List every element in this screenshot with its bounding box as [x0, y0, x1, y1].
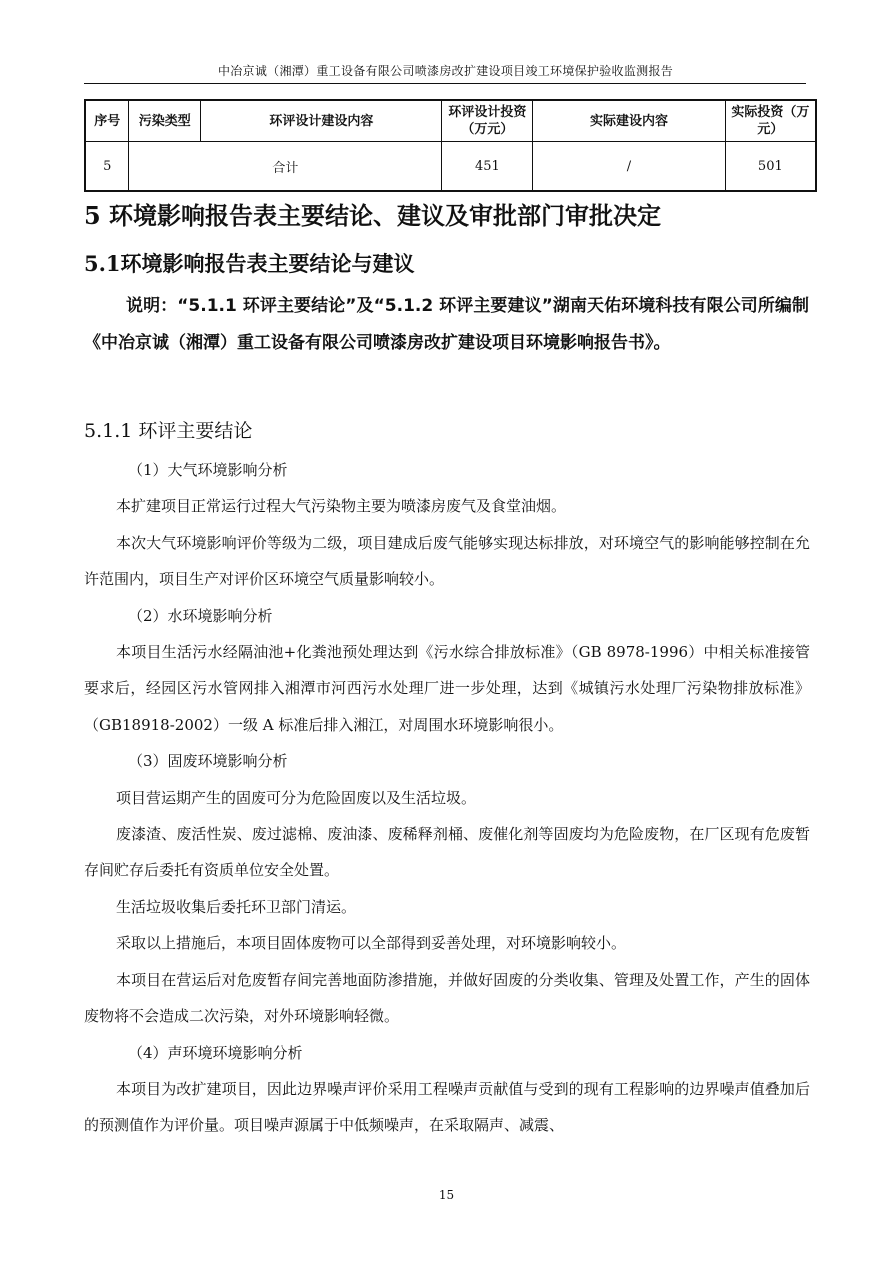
investment-table	[84, 99, 817, 192]
cell-no: 5	[85, 142, 129, 192]
col-header-actual-invest: 实际投资（万元）	[725, 100, 816, 142]
col-header-actual-content: 实际建设内容	[533, 100, 725, 142]
cell-actual-invest: 501	[725, 142, 816, 192]
source-note: 说明：“5.1.1 环评主要结论”及“5.1.2 环评主要建议”湖南天佑环境科技有限公司所编制《中冶京诚（湘潭）重工设备有限公司喷漆房改扩建设项目环境影响报告书》。	[84, 296, 809, 353]
cell-design-invest: 451	[442, 142, 533, 192]
analysis-subheading: （1）大气环境影响分析	[128, 461, 288, 479]
paragraph: 本项目生活污水经隔油池+化粪池预处理达到《污水综合排放标准》（GB 8978-1996）中相关标准接管要求后，经园区污水管网排入湘潭市河西污水处理厂进一步处理，达到《城镇污水处理厂污染物排放标准》（GB18918-2002）一级 A 标准后排入湘江，对周围水环境影响很小。	[84, 643, 810, 734]
analysis-subheading: （2）水环境影响分析	[128, 606, 273, 625]
table-row	[85, 142, 816, 192]
paragraph: 本扩建项目正常运行过程大气污染物主要为喷漆房废气及食堂油烟。	[116, 497, 567, 516]
paragraph: 本项目为改扩建项目，因此边界噪声评价采用工程噪声贡献值与受到的现有工程影响的边界噪声值叠加后的预测值作为评价量。项目噪声源属于中低频噪声，在采取隔声、减震、	[84, 1079, 810, 1135]
paragraph: 本次大气环境影响评价等级为二级，项目建成后废气能够实现达标排放，对环境空气的影响能够控制在允许范围内，项目生产对评价区环境空气质量影响较小。	[84, 533, 810, 589]
col-header-design-invest: 环评设计投资（万元）	[442, 100, 533, 142]
table-header-row	[85, 100, 816, 142]
subsection-heading: 5.1环境影响报告表主要结论与建议	[84, 251, 415, 276]
paragraph: 生活垃圾收集后委托环卫部门清运。	[116, 897, 357, 916]
paragraph: 废漆渣、废活性炭、废过滤棉、废油漆、废稀释剂桶、废催化剂等固废均为危险废物，在厂区现有危废暂存间贮存后委托有资质单位安全处置。	[84, 825, 810, 880]
paragraph: 采取以上措施后，本项目固体废物可以全部得到妥善处理，对环境影响较小。	[116, 934, 627, 953]
body-text	[84, 452, 810, 1144]
header-rule	[84, 83, 806, 84]
page-number: 15	[438, 1188, 455, 1202]
cell-total-label: 合计	[129, 142, 442, 192]
paragraph: 项目营运期产生的固废可分为危险固废以及生活垃圾。	[116, 788, 477, 807]
cell-actual-content: /	[533, 142, 725, 192]
page-header: 中冶京诚（湘潭）重工设备有限公司喷漆房改扩建设项目竣工环境保护验收监测报告	[217, 64, 674, 78]
col-header-design-content: 环评设计建设内容	[201, 100, 442, 142]
paragraph: 本项目在营运后对危废暂存间完善地面防渗措施，并做好固废的分类收集、管理及处置工作，产生的固体废物将不会造成二次污染，对外环境影响轻微。	[84, 970, 810, 1026]
subsubsection-heading: 5.1.1 环评主要结论	[84, 420, 253, 442]
col-header-no: 序号	[85, 100, 129, 142]
col-header-pollution-type: 污染类型	[129, 100, 201, 142]
analysis-subheading: （3）固废环境影响分析	[128, 752, 288, 771]
section-heading: 5 环境影响报告表主要结论、建议及审批部门审批决定	[84, 201, 662, 230]
analysis-subheading: （4）声环境环境影响分析	[128, 1043, 303, 1062]
